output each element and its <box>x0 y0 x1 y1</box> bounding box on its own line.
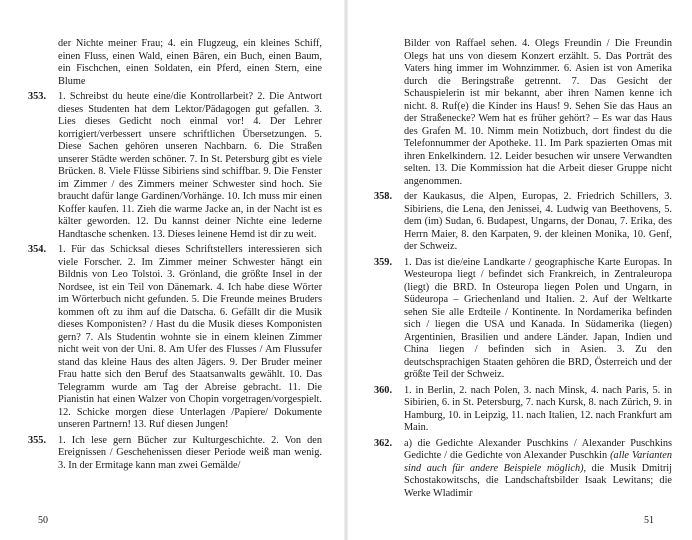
right-page <box>346 0 692 540</box>
entry-number: 355. <box>28 434 47 446</box>
entry-362 <box>374 438 672 501</box>
entry-text: a) die Gedichte Alexander Puschkins / Alexander Puschkins Gedichte / die Gedichte von Alexander Puschkin <box>404 437 672 461</box>
entry-number: 358. <box>374 191 393 202</box>
entry-text: 1. Schreibst du heute eine/die Kontrollarbeit? 2. Die Antwort dieses Studenten hat dem Lektor/Pädagogen gut gefallen. 3. Lies dieses Gedicht noch einmal vor! 4. Der Lehrer korrigiert/verbessert unsere schriftlichen Übersetzungen. 5. Diese Sachen gehören unseren Nachbarn. 6. Die Straßen unserer Städte werden schöner. 7. In St. Petersburg gibt es viele Brücken. 8. Viele Flüsse Sibiriens sind schiffbar. 9. Die Fenster im Zimmer / des Zimmers meiner Schwester sind hoch. Sie braucht dafür lange Gardinen/Vorhänge. 10. Ich muss mir einen Koffer kaufen. 11. Zieh die warme Jacke an, in der Nacht ist es kälter geworden. 12. Du kannst deiner Nichte eine lederne Handtasche schenken. 13. Dieses leinene Hemd ist dir zu weit. <box>58 91 322 240</box>
entry-354 <box>28 244 322 432</box>
entry-355 <box>28 435 322 473</box>
entry-text: 1. in Berlin, 2. nach Polen, 3. nach Minsk, 4. nach Paris, 5. in Sibirien, 6. in St. Petersburg, 7. nach Kursk, 8. nach Zürich, 9. in Hamburg, 10. in Leipzig, 11. nach Italien, 12. nach Frankfurt am Main. <box>404 384 672 433</box>
entry-text: 1. Das ist die/eine Landkarte / geographische Karte Europas. In Westeuropa liegt / befindet sich Frankreich, in Zentraleuropa (liegt) die BRD. In Osteuropa liegen Polen und Ungarn, in Südeuropa – Griechenland und Italien. 2. Auf der Weltkarte sehen Sie alle Erdteile / Kontinente. In Nordamerika befinden sich / liegen die USA und Kanada. In Südamerika (liegen) Argentinien, Brasilien und andere Länder. Japan, Indien und China liegen / befinden sich in Asien. 3. Zu den deutschsprachigen Staaten gehören die BRD, Österreich und der größte Teil der Schweiz. <box>404 256 672 380</box>
entry-360 <box>374 385 672 435</box>
page-number: 51 <box>644 515 654 526</box>
entry-number: 353. <box>28 91 47 102</box>
entry-text-end: , die Musik Dmitrij Schostakowitschs, die Landschaftsbilder Isaak Lewitans; die Werke Wladimir <box>404 462 673 499</box>
entry-number: 354. <box>28 244 47 255</box>
entry-text: Bilder von Raffael sehen. 4. Olegs Freundin / Die Freundin Olegs hat uns von diesem Konzert erzählt. 5. Das Porträt des Vaters hing immer im Wohnzimmer. 6. Asien ist von Amerika durch die Beringstraße getrennt. 7. Das Gesicht der Schauspielerin ist mir bekannt, aber ihren Namen kenne ich nicht. 8. Ruf(e) die Kinder ins Haus! 9. Sehen Sie das Haus an der Straßenecke? Wem hat es früher gehört? – Es war das Haus des Grafen M. 10. Nimm mein Notizbuch, dort findest du die Telefonnummer der Apotheke. 11. Im Park spazierten Omas mit ihren Enkelkindern. 12. Leider besuchen wir unsere Verwandten selten. 13. Die Kommission hat die Arbeit dieser Gruppe nicht angenommen. <box>404 38 672 187</box>
entry-continuation <box>374 38 672 188</box>
entry-number: 359. <box>374 256 393 268</box>
entry-text: 1. Ich lese gern Bücher zur Kulturgeschichte. 2. Von den Ereignissen / Geschehenissen dieser Periode weiß man wenig. 3. In der Ermitage kann man zwei Gemälde/ <box>58 434 322 471</box>
entry-continuation <box>28 38 322 88</box>
entry-353 <box>28 91 322 241</box>
entry-359 <box>374 257 672 382</box>
right-text-column <box>374 38 672 503</box>
entry-number: 360. <box>374 384 393 396</box>
entry-italic-note: (alle Varianten sind auch für andere Beispiele möglich) <box>404 450 673 474</box>
entry-text: der Nichte meiner Frau; 4. ein Flugzeug, ein kleines Schiff, einen Fluss, einen Wald, einen Bären, ein Buch, einen Baum, ein Fischchen, einen Soldaten, ein Pferd, einen Stern, eine Blume <box>58 38 322 87</box>
entry-358 <box>374 191 672 254</box>
page-number: 50 <box>38 515 48 526</box>
entry-number: 362. <box>374 437 393 449</box>
entry-text: der Kaukasus, die Alpen, Europas, 2. Friedrich Schillers, 3. Sibiriens, die Lena, den Jenissei, 4. Ludwig van Beethovens, 5. dem (im) Sudan, 6. Budapest, Ungarns, der Donau, 7. Erika, des Herrn Maier, 8. den Karpaten, 9. der kleinen Monika, 10. Genf, der Schweiz. <box>404 191 672 252</box>
left-text-column <box>28 38 322 475</box>
entry-text: 1. Für das Schicksal dieses Schriftstellers interessieren sich viele Forscher. 2. Im Zimmer meiner Schwester hängt ein Bildnis von Leo Tolstoi. 3. Grönland, die größte Insel in der Nordsee, ist ein Teil von Dänemark. 4. Ich habe diese Wörter im Wörterbuch nicht gefunden. 5. Die Freunde meines Bruders kommen oft zu ihm auf die Datscha. 6. Gefällt dir die Musik dieses Komponisten? / Hast du die Musik dieses Komponisten gern? 7. Als Studentin wohnte sie in einem kleinen Zimmer nicht weit von der Uni. 8. Am Ufer des Flusses / Am Flussufer stand das kleine Haus des alten Jägers. 9. Der Bruder meiner Frau hatte sich den Beruf des Staatsanwalts gewählt. 10. Das Telegramm wurde am Tag der Abreise gebracht. 11. Die Pianistin hat einen Walzer von Chopin vorgetragen/vorgespielt. 12. Schicke morgen diese Unterlagen /Papiere/ Dokumente unseren Partnern! 13. Ruf diesen Jungen! <box>58 244 322 430</box>
